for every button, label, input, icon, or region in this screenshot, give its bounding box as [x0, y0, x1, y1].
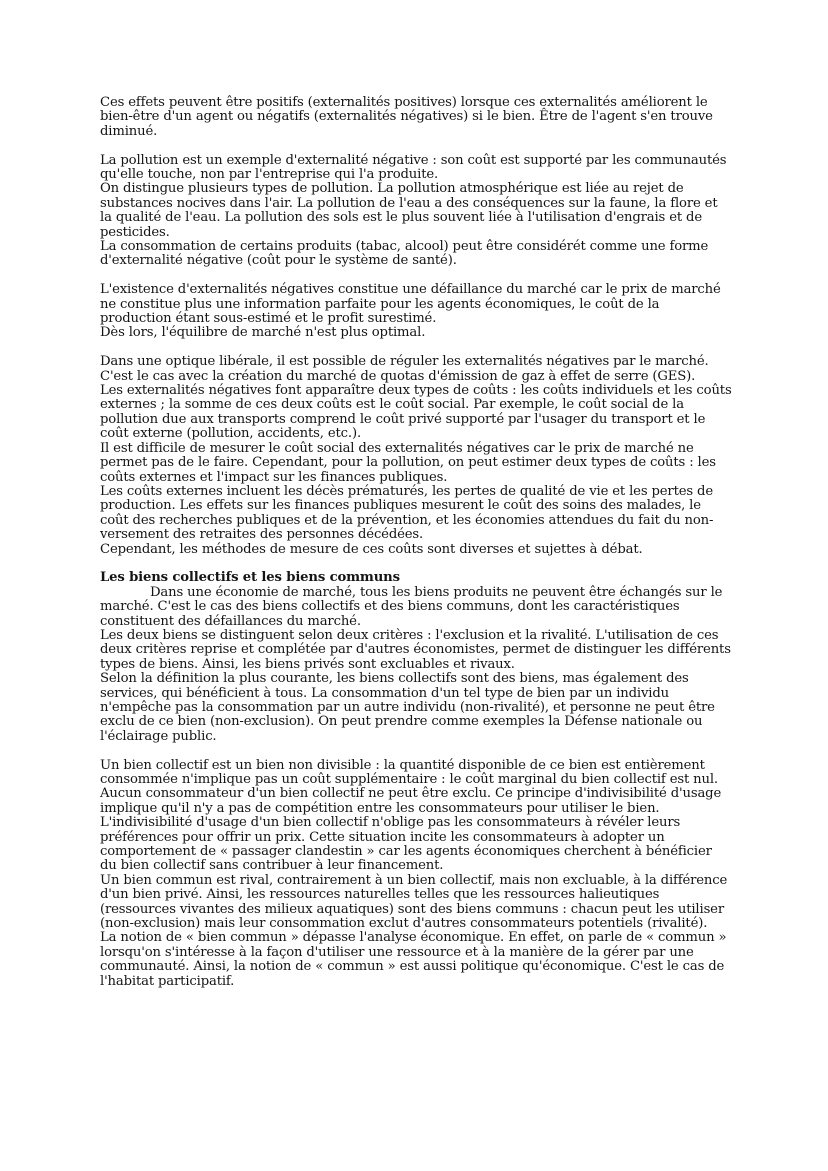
paragraph: On distingue plusieurs types de pollution. La pollution atmosphérique est liée au rejet de substances nocives dans l'air. La pollution de l'eau a des conséquences sur la faune, la flore et la qualité de l'eau. La pollution des sols est le plus souvent liée à l'utilisation d'engrais et de pesticides.	[100, 181, 718, 240]
paragraph: Ces effets peuvent être positifs (externalités positives) lorsque ces externalités améliorent le bien-être d'un agent ou négatifs (externalités négatives) si le bien. Être de l'agent s'en trouve diminué.	[100, 95, 713, 139]
collective-goods-section	[100, 571, 732, 744]
document-page	[100, 96, 732, 1004]
paragraph: Les externalités négatives font apparaître deux types de coûts : les coûts individuels et les coûts externes ; la somme de ces deux coûts est le coût social. Par exemple, le coût social de la pollution due aux transports comprend le coût privé supporté par l'usager du transport et le coût externe (pollution, accidents, etc.).	[100, 383, 732, 442]
paragraph: Un bien commun est rival, contrairement à un bien collectif, mais non excluable, à la différence d'un bien privé. Ainsi, les ressources naturelles telles que les ressources halieutiques (ressources vivantes des milieux aquatiques) sont des biens communs : chacun peut les utiliser (non-exclusion) mais leur consommation exclut d'autres consommateurs potentiels (rivalité).	[100, 872, 728, 932]
paragraph: Dans une optique libérale, il est possible de réguler les externalités négatives par le marché. C'est le cas avec la création du marché de quotas d'émission de gaz à effet de serre (GES).	[100, 354, 709, 384]
paragraph: La pollution est un exemple d'externalité négative : son coût est supporté par les communautés qu'elle touche, non par l'entreprise qui l'a produite.	[100, 152, 727, 183]
paragraph: Les deux biens se distinguent selon deux critères : l'exclusion et la rivalité. L'utilisation de ces deux critères reprise et complétée par d'autres économistes, permet de distinguer les différents types de biens. Ainsi, les biens privés sont excluables et rivaux.	[100, 627, 731, 672]
paragraph: Il est difficile de mesurer le coût social des externalités négatives car le prix de marché ne permet pas de le faire. Cependant, pour la pollution, on peut estimer deux types de coûts : les coûts externes et l'impact sur les finances publiques.	[100, 440, 716, 485]
externalities-intro-block	[100, 96, 732, 139]
paragraph: Les coûts externes incluent les décès prématurés, les pertes de qualité de vie et les pertes de production. Les effets sur les finances publiques mesurent le coût des soins des malades, le coût des recherches publiques et de la prévention, et les économies attendues du fait du non-versement des retraites des personnes décédées.	[100, 483, 714, 543]
common-goods-block	[100, 759, 732, 990]
paragraph: Selon la définition la plus courante, les biens collectifs sont des biens, mas également des services, qui bénéficient à tous. La consommation d'un tel type de bien par un individu n'empêche pas la consommation par un autre individu (non-rivalité), et personne ne peut être exclu de ce bien (non-exclusion). On peut prendre comme exemples la Défense nationale ou l'éclairage public.	[100, 671, 715, 744]
paragraph: La notion de « bien commun » dépasse l'analyse économique. En effet, on parle de « commun » lorsqu'on s'intéresse à la façon d'utiliser une ressource et à la manière de la gérer par une communauté. Ainsi, la notion de « commun » est aussi politique qu'économique. C'est le cas de l'habitat participatif.	[100, 930, 727, 989]
section-intro: Dans une économie de marché, tous les biens produits ne peuvent être échangés sur le marché. C'est le cas des biens collectifs et des biens communs, dont les caractéristiques constituent des défaillances du marché.	[100, 584, 723, 629]
paragraph: La consommation de certains produits (tabac, alcool) peut être considérét comme une forme d'externalité négative (coût pour le système de santé).	[100, 239, 709, 269]
regulation-block	[100, 355, 732, 557]
paragraph: Dès lors, l'équilibre de marché n'est plus optimal.	[100, 325, 426, 341]
market-failure-block	[100, 283, 732, 341]
paragraph: Un bien collectif est un bien non divisible : la quantité disponible de ce bien est entièrement consommée n'implique pas un coût supplémentaire : le coût marginal du bien collectif est nul.	[100, 757, 718, 788]
paragraph: L'existence d'externalités négatives constitue une défaillance du marché car le prix de marché ne constitue plus une information parfaite pour les agents économiques, le coût de la production étant sous-estimé et le profit surestimé.	[100, 282, 721, 327]
paragraph: Aucun consommateur d'un bien collectif ne peut être exclu. Ce principe d'indivisibilité d'usage implique qu'il n'y a pas de compétition entre les consommateurs pour utiliser le bien. L'indivisibilité d'usage d'un bien collectif n'oblige pas les consommateurs à révéler leurs préférences pour offrir un prix. Cette situation incite les consommateurs à adopter un comportement de « passager clandestin » car les agents économiques cherchent à bénéficier du bien collectif sans contribuer à leur financement.	[100, 786, 722, 874]
section-heading: Les biens collectifs et les biens communs	[100, 570, 400, 586]
paragraph: Cependant, les méthodes de mesure de ces coûts sont diverses et sujettes à débat.	[100, 541, 643, 557]
pollution-block	[100, 154, 732, 269]
